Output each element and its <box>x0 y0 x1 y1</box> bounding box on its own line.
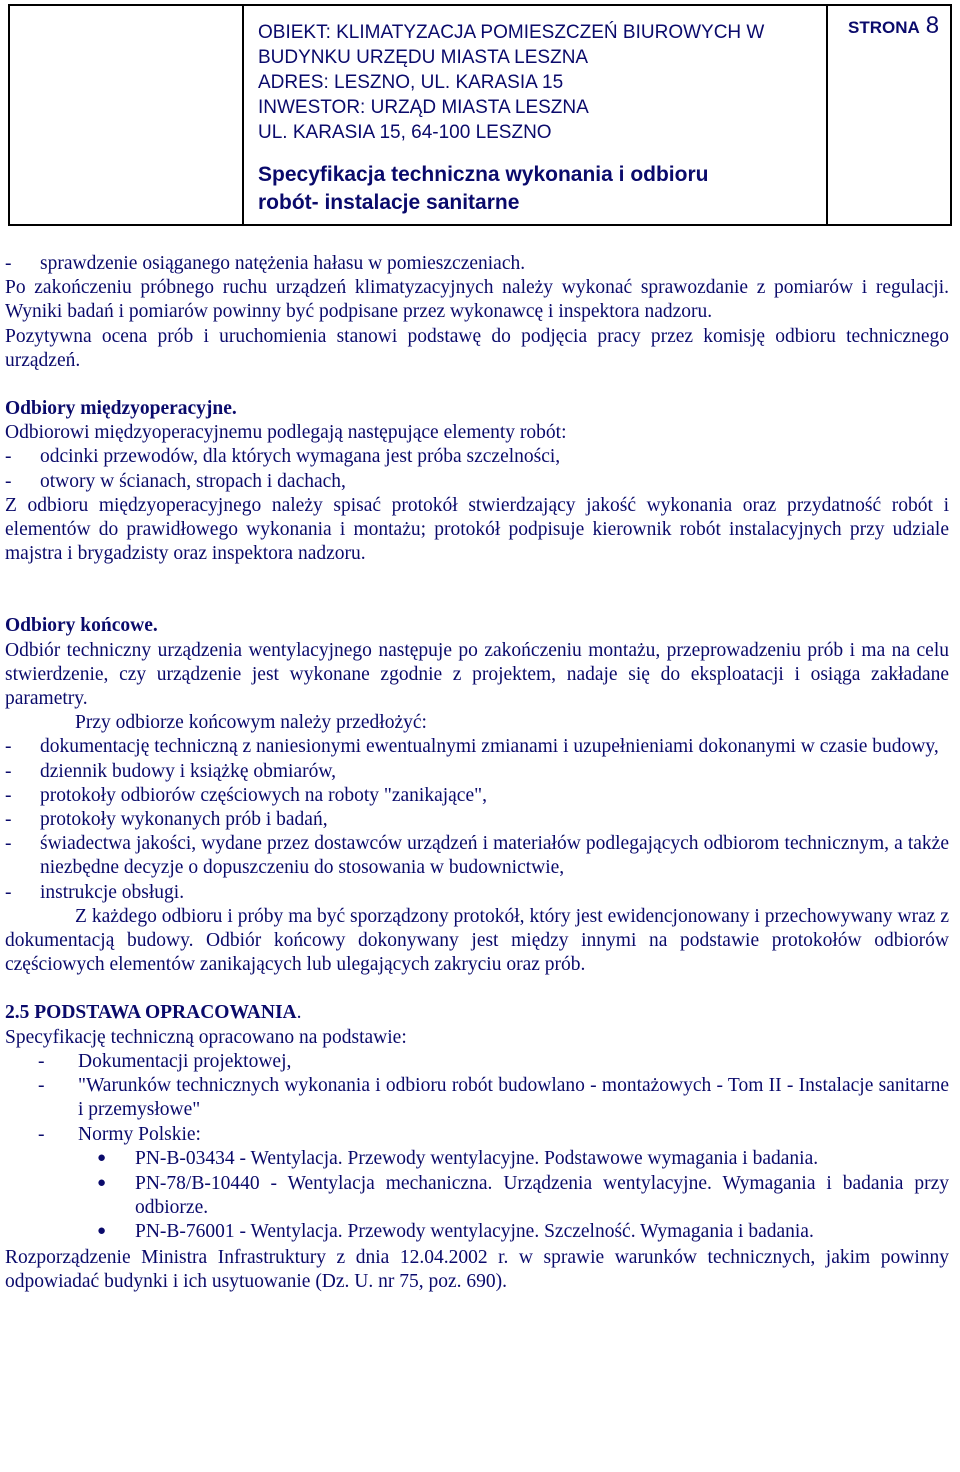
header-object-info <box>244 20 764 145</box>
interoperational-protocol: Z odbioru międzyoperacyjnego należy spisać protokół stwierdzający jakość wykonania oraz przydatność robót i elementów do prawidłowego wykonania i montażu; protokół podpisuje kierownik robót instalacyjnych przy udziale majstra i brygadzisty oraz inspektora nadzoru. <box>5 494 949 565</box>
header-line-address: ADRES: LESZNO, UL. KARASIA 15 <box>258 72 564 93</box>
page-number: 8 <box>925 12 940 39</box>
spec-title-line-2: robót- instalacje sanitarne <box>258 191 520 214</box>
bullet-icon <box>97 1172 135 1220</box>
page-word: STRONA <box>848 18 920 37</box>
header-line-building: BUDYNKU URZĘDU MIASTA LESZNA <box>258 47 589 68</box>
header-line-object: OBIEKT: KLIMATYZACJA POMIESZCZEŃ BIUROWYCH W <box>258 22 765 43</box>
list-item: - odcinki przewodów, dla których wymagana jest próba szczelności, <box>5 446 561 468</box>
header-line-investor: INWESTOR: URZĄD MIASTA LESZNA <box>258 97 589 118</box>
regulation-reference: Rozporządzenie Ministra Infrastruktury z dnia 12.04.2002 r. w sprawie warunków technicznych, jakim powinny odpowiadać budynki i ich usytuowanie (Dz. U. nr 75, poz. 690). <box>5 1246 949 1292</box>
header-spec-title <box>244 161 708 217</box>
basis-intro: Specyfikację techniczną opracowano na podstawie: <box>5 1026 407 1048</box>
list-item: - protokoły odbiorów częściowych na roboty "zanikające", <box>5 784 487 806</box>
list-item: - świadectwa jakości, wydane przez dostawców urządzeń i materiałów podlegających odbiorom technicznym, a także niezbędne decyzje o dopuszczeniu do stosowania w budownictwie, <box>5 833 949 879</box>
norm-item: ● PN-B-03434 - Wentylacja. Przewody wentylacyjne. Podstawowe wymagania i badania. <box>5 1147 949 1172</box>
header-line-investor-address: UL. KARASIA 15, 64-100 LESZNO <box>258 122 552 143</box>
list-item: - dziennik budowy i książkę obmiarów, <box>5 760 337 782</box>
list-item: - sprawdzenie osiąganego natężenia hałasu w pomieszczeniach. <box>5 252 949 276</box>
document-body <box>5 252 949 1294</box>
header-logo-cell <box>10 6 244 224</box>
heading-final: Odbiory końcowe. <box>5 615 158 637</box>
final-paragraph: Odbiór techniczny urządzenia wentylacyjnego następuje po zakończeniu montażu, przeprowadzeniu prób i ma na celu stwierdzenie, czy urządzenie jest wykonane zgodnie z projektem, nadaje się do eksploatacji i osiąga zakładane parametry. <box>5 639 949 710</box>
page-number-label <box>848 12 939 40</box>
list-item: - dokumentację techniczną z naniesionymi ewentualnymi zmianami i uzupełnieniami dokonanymi w czasie budowy, <box>5 736 939 758</box>
bullet-icon <box>97 1220 135 1245</box>
norm-item: ● PN-B-76001 - Wentylacja. Przewody wentylacyjne. Szczelność. Wymagania i badania. <box>5 1220 949 1245</box>
list-item: - Dokumentacji projektowej, <box>38 1050 292 1072</box>
header-info-cell <box>244 6 828 224</box>
list-item: - protokoły wykonanych prób i badań, <box>5 809 328 831</box>
interoperational-intro: Odbiorowi międzyoperacyjnemu podlegają następujące elementy robót: <box>5 422 567 444</box>
list-item: - "Warunków technicznych wykonania i odbioru robót budowlano - montażowych - Tom II - Instalacje sanitarne i przemysłowe" <box>38 1075 949 1121</box>
heading-basis: 2.5 PODSTAWA OPRACOWANIA. <box>5 1002 302 1024</box>
paragraph-report: Po zakończeniu próbnego ruchu urządzeń klimatyzacyjnych należy wykonać sprawozdanie z pomiarów i regulacji. Wyniki badań i pomiarów powinny być podpisane przez wykonawcę i inspektora nadzoru. <box>5 277 949 323</box>
bullet-icon <box>97 1147 135 1172</box>
norm-item: ● PN-78/B-10440 - Wentylacja mechaniczna. Urządzenia wentylacyjne. Wymagania i badania przy odbiorze. <box>5 1172 949 1220</box>
list-item: - Normy Polskie: <box>38 1123 201 1145</box>
noise-check-item: sprawdzenie osiąganego natężenia hałasu w pomieszczeniach. <box>40 253 526 274</box>
header-page-cell <box>828 6 950 224</box>
paragraph-positive-assessment: Pozytywna ocena prób i uruchomienia stanowi podstawę do podjęcia pracy przez komisję odbioru technicznego urządzeń. <box>5 325 949 371</box>
final-closing: Z każdego odbioru i próby ma być sporządzony protokół, który jest ewidencjonowany i przechowywany wraz z dokumentacją budowy. Odbiór końcowy dokonywany jest między innymi na podstawie protokołów odbiorów częściowych elementów zanikających lub ulegających zakryciu oraz prób. <box>5 905 949 976</box>
page-header <box>8 4 952 226</box>
list-item: - otwory w ścianach, stropach i dachach, <box>5 470 346 492</box>
list-item: - instrukcje obsługi. <box>5 881 185 903</box>
final-intro: Przy odbiorze końcowym należy przedłożyć: <box>75 712 427 734</box>
heading-interoperational: Odbiory międzyoperacyjne. <box>5 398 237 420</box>
spec-title-line-1: Specyfikacja techniczna wykonania i odbioru <box>258 163 709 186</box>
